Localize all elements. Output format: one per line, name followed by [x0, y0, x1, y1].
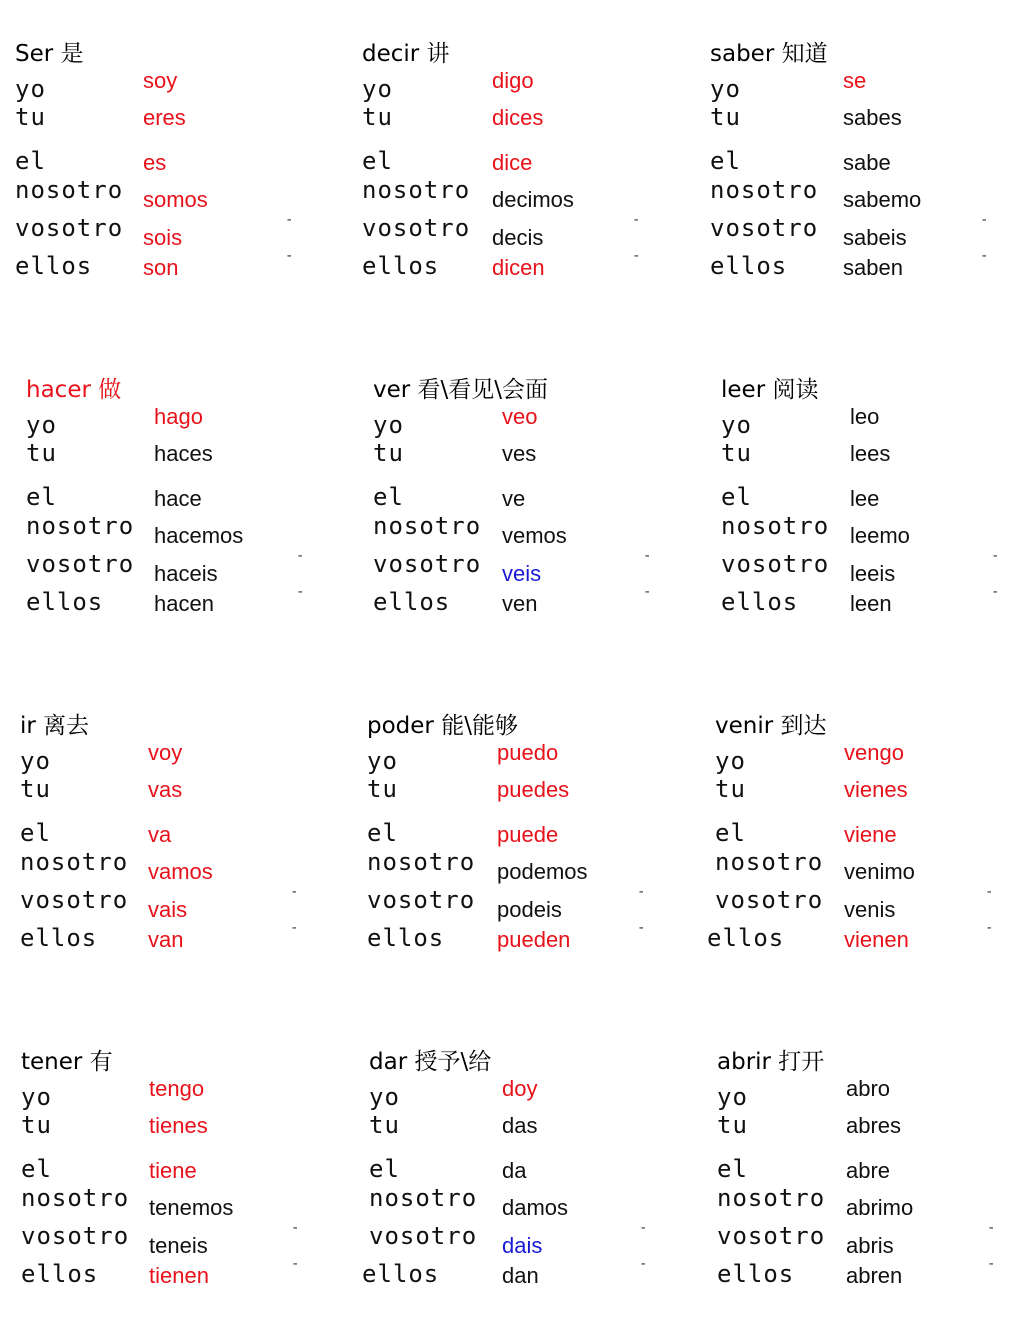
verb-block	[367, 707, 667, 977]
pronoun-label: vosotro	[369, 1222, 478, 1250]
pronoun-label: el	[710, 147, 741, 175]
pronoun-label: nosotro	[373, 512, 482, 540]
verb-title: abrir 打开	[717, 1049, 825, 1075]
pronoun-label: nosotro	[15, 176, 124, 204]
pronoun-label: el	[715, 819, 746, 847]
pronoun-label: el	[21, 1155, 52, 1183]
conjugated-form: hacen	[154, 591, 214, 616]
pronoun-label: yo	[717, 1083, 748, 1111]
conjugated-form: dicen	[492, 255, 545, 280]
verb-block	[710, 35, 1010, 305]
conjugated-form: ve	[502, 486, 526, 511]
verb-title: venir 到达	[715, 713, 827, 739]
conjugated-form: dais	[502, 1233, 543, 1258]
verb-title: ver 看\看见\会面	[373, 377, 549, 403]
dash-mark: -	[987, 1220, 996, 1236]
conjugated-form: veo	[502, 404, 538, 429]
dash-mark: -	[985, 920, 994, 936]
conjugated-form: puede	[497, 822, 559, 847]
conjugated-form: soy	[143, 68, 178, 93]
conjugated-form: tenemos	[149, 1195, 234, 1220]
pronoun-label: tu	[710, 103, 741, 131]
pronoun-label: vosotro	[362, 214, 471, 242]
pronoun-label: yo	[721, 411, 752, 439]
dash-mark: -	[291, 1220, 300, 1236]
pronoun-label: vosotro	[715, 886, 824, 914]
pronoun-label: tu	[373, 439, 404, 467]
conjugated-form: lee	[850, 486, 880, 511]
pronoun-label: tu	[362, 103, 393, 131]
conjugated-form: hacemos	[154, 523, 244, 548]
conjugated-form: das	[502, 1113, 538, 1138]
conjugated-form: viene	[844, 822, 897, 847]
verb-title: leer 阅读	[721, 377, 819, 403]
pronoun-label: nosotro	[26, 512, 135, 540]
verb-block	[362, 35, 662, 305]
dash-mark: -	[290, 884, 299, 900]
verb-title: hacer 做	[26, 377, 122, 403]
conjugated-form: vengo	[844, 740, 904, 765]
pronoun-label: vosotro	[26, 550, 135, 578]
conjugated-form: hago	[154, 404, 203, 429]
pronoun-label: yo	[15, 75, 46, 103]
conjugated-form: abren	[846, 1263, 903, 1288]
pronoun-label: nosotro	[362, 176, 471, 204]
dash-mark: -	[980, 248, 989, 264]
pronoun-label: ellos	[721, 588, 799, 616]
pronoun-label: ellos	[373, 588, 451, 616]
conjugated-form: dices	[492, 105, 544, 130]
conjugated-form: da	[502, 1158, 527, 1183]
conjugated-form: tienen	[149, 1263, 209, 1288]
dash-mark: -	[980, 212, 989, 228]
dash-mark: -	[643, 584, 652, 600]
verb-block	[717, 1043, 1017, 1313]
pronoun-label: vosotro	[373, 550, 482, 578]
pronoun-label: nosotro	[369, 1184, 478, 1212]
conjugated-form: dice	[492, 150, 533, 175]
verb-title: ir 离去	[20, 713, 90, 739]
dash-mark: -	[285, 212, 294, 228]
conjugated-form: es	[143, 150, 167, 175]
conjugated-form: puedes	[497, 777, 570, 802]
pronoun-label: nosotro	[717, 1184, 826, 1212]
conjugated-form: sois	[143, 225, 183, 250]
verb-block	[26, 371, 326, 641]
dash-mark: -	[632, 212, 641, 228]
pronoun-label: tu	[15, 103, 46, 131]
conjugated-form: dan	[502, 1263, 539, 1288]
conjugated-form: damos	[502, 1195, 569, 1220]
pronoun-label: tu	[715, 775, 746, 803]
conjugated-form: saben	[843, 255, 903, 280]
pronoun-label: ellos	[20, 924, 98, 952]
conjugated-form: va	[148, 822, 172, 847]
conjugated-form: leeis	[850, 561, 896, 586]
conjugated-form: abres	[846, 1113, 902, 1138]
pronoun-label: nosotro	[715, 848, 824, 876]
conjugated-form: sabemo	[843, 187, 922, 212]
pronoun-label: el	[367, 819, 398, 847]
pronoun-label: nosotro	[367, 848, 476, 876]
pronoun-label: vosotro	[15, 214, 124, 242]
pronoun-label: yo	[710, 75, 741, 103]
conjugated-form: tengo	[149, 1076, 205, 1101]
pronoun-label: yo	[20, 747, 51, 775]
pronoun-label: ellos	[362, 1260, 440, 1288]
pronoun-label: vosotro	[710, 214, 819, 242]
conjugated-form: podemos	[497, 859, 588, 884]
pronoun-label: yo	[373, 411, 404, 439]
verb-title: poder 能\能够	[367, 713, 518, 739]
pronoun-label: vosotro	[20, 886, 129, 914]
conjugated-form: sabe	[843, 150, 891, 175]
conjugated-form: leemo	[850, 523, 910, 548]
pronoun-label: yo	[362, 75, 393, 103]
dash-mark: -	[291, 1256, 300, 1272]
verb-title: saber 知道	[710, 41, 828, 67]
pronoun-label: el	[15, 147, 46, 175]
pronoun-label: nosotro	[21, 1184, 130, 1212]
conjugated-form: tienes	[149, 1113, 208, 1138]
pronoun-label: tu	[369, 1111, 400, 1139]
dash-mark: -	[632, 248, 641, 264]
conjugated-form: teneis	[149, 1233, 208, 1258]
verb-block	[21, 1043, 321, 1313]
conjugated-form: se	[843, 68, 867, 93]
pronoun-label: nosotro	[710, 176, 819, 204]
pronoun-label: yo	[367, 747, 398, 775]
conjugated-form: pueden	[497, 927, 571, 952]
conjugated-form: ves	[502, 441, 537, 466]
dash-mark: -	[290, 920, 299, 936]
dash-mark: -	[643, 548, 652, 564]
pronoun-label: nosotro	[20, 848, 129, 876]
conjugated-form: leen	[850, 591, 892, 616]
conjugated-form: leo	[850, 404, 880, 429]
verb-title: Ser 是	[15, 41, 84, 67]
conjugated-form: vais	[148, 897, 188, 922]
pronoun-label: el	[26, 483, 57, 511]
dash-mark: -	[987, 1256, 996, 1272]
pronoun-label: vosotro	[21, 1222, 130, 1250]
pronoun-label: el	[369, 1155, 400, 1183]
conjugated-form: puedo	[497, 740, 559, 765]
verb-block	[721, 371, 1021, 641]
conjugated-form: vas	[148, 777, 183, 802]
verb-block	[707, 707, 1015, 977]
pronoun-label: ellos	[362, 252, 440, 280]
pronoun-label: tu	[21, 1111, 52, 1139]
conjugated-form: venis	[844, 897, 896, 922]
pronoun-label: vosotro	[721, 550, 830, 578]
dash-mark: -	[991, 548, 1000, 564]
pronoun-label: yo	[21, 1083, 52, 1111]
conjugated-form: abre	[846, 1158, 891, 1183]
pronoun-label: ellos	[21, 1260, 99, 1288]
verb-title: decir 讲	[362, 41, 450, 67]
conjugated-form: abro	[846, 1076, 891, 1101]
conjugated-form: vienes	[844, 777, 908, 802]
conjugated-form: digo	[492, 68, 534, 93]
dash-mark: -	[637, 884, 646, 900]
dash-mark: -	[985, 884, 994, 900]
dash-mark: -	[285, 248, 294, 264]
verb-block	[362, 1043, 669, 1313]
pronoun-label: ellos	[707, 924, 785, 952]
conjugated-form: haces	[154, 441, 213, 466]
pronoun-label: ellos	[710, 252, 788, 280]
pronoun-label: vosotro	[367, 886, 476, 914]
pronoun-label: ellos	[717, 1260, 795, 1288]
pronoun-label: ellos	[15, 252, 93, 280]
conjugated-form: venimo	[844, 859, 915, 884]
conjugated-form: vemos	[502, 523, 567, 548]
pronoun-label: yo	[369, 1083, 400, 1111]
pronoun-label: tu	[26, 439, 57, 467]
dash-mark: -	[296, 548, 305, 564]
conjugated-form: podeis	[497, 897, 562, 922]
conjugated-form: van	[148, 927, 184, 952]
pronoun-label: tu	[717, 1111, 748, 1139]
verb-block	[15, 35, 315, 305]
conjugated-form: sabes	[843, 105, 902, 130]
conjugated-form: abrimo	[846, 1195, 914, 1220]
dash-mark: -	[296, 584, 305, 600]
pronoun-label: tu	[20, 775, 51, 803]
pronoun-label: tu	[367, 775, 398, 803]
conjugated-form: lees	[850, 441, 891, 466]
pronoun-label: ellos	[367, 924, 445, 952]
conjugated-form: somos	[143, 187, 208, 212]
verb-title: dar 授予\给	[369, 1049, 492, 1075]
conjugated-form: decis	[492, 225, 544, 250]
conjugated-form: tiene	[149, 1158, 197, 1183]
conjugated-form: hace	[154, 486, 202, 511]
conjugated-form: sabeis	[843, 225, 907, 250]
pronoun-label: el	[362, 147, 393, 175]
pronoun-label: el	[20, 819, 51, 847]
dash-mark: -	[637, 920, 646, 936]
conjugated-form: vamos	[148, 859, 213, 884]
pronoun-label: yo	[715, 747, 746, 775]
conjugated-form: ven	[502, 591, 538, 616]
verb-block	[20, 707, 320, 977]
pronoun-label: el	[717, 1155, 748, 1183]
pronoun-label: tu	[721, 439, 752, 467]
pronoun-label: ellos	[26, 588, 104, 616]
conjugated-form: veis	[502, 561, 542, 586]
pronoun-label: yo	[26, 411, 57, 439]
conjugated-form: abris	[846, 1233, 894, 1258]
pronoun-label: el	[373, 483, 404, 511]
dash-mark: -	[639, 1220, 648, 1236]
pronoun-label: el	[721, 483, 752, 511]
conjugated-form: son	[143, 255, 179, 280]
dash-mark: -	[639, 1256, 648, 1272]
conjugated-form: haceis	[154, 561, 218, 586]
conjugated-form: doy	[502, 1076, 538, 1101]
verb-title: tener 有	[21, 1049, 113, 1075]
pronoun-label: vosotro	[717, 1222, 826, 1250]
conjugated-form: vienen	[844, 927, 909, 952]
dash-mark: -	[991, 584, 1000, 600]
conjugated-form: decimos	[492, 187, 574, 212]
verb-block	[373, 371, 673, 641]
pronoun-label: nosotro	[721, 512, 830, 540]
conjugated-form: voy	[148, 740, 183, 765]
conjugated-form: eres	[143, 105, 186, 130]
